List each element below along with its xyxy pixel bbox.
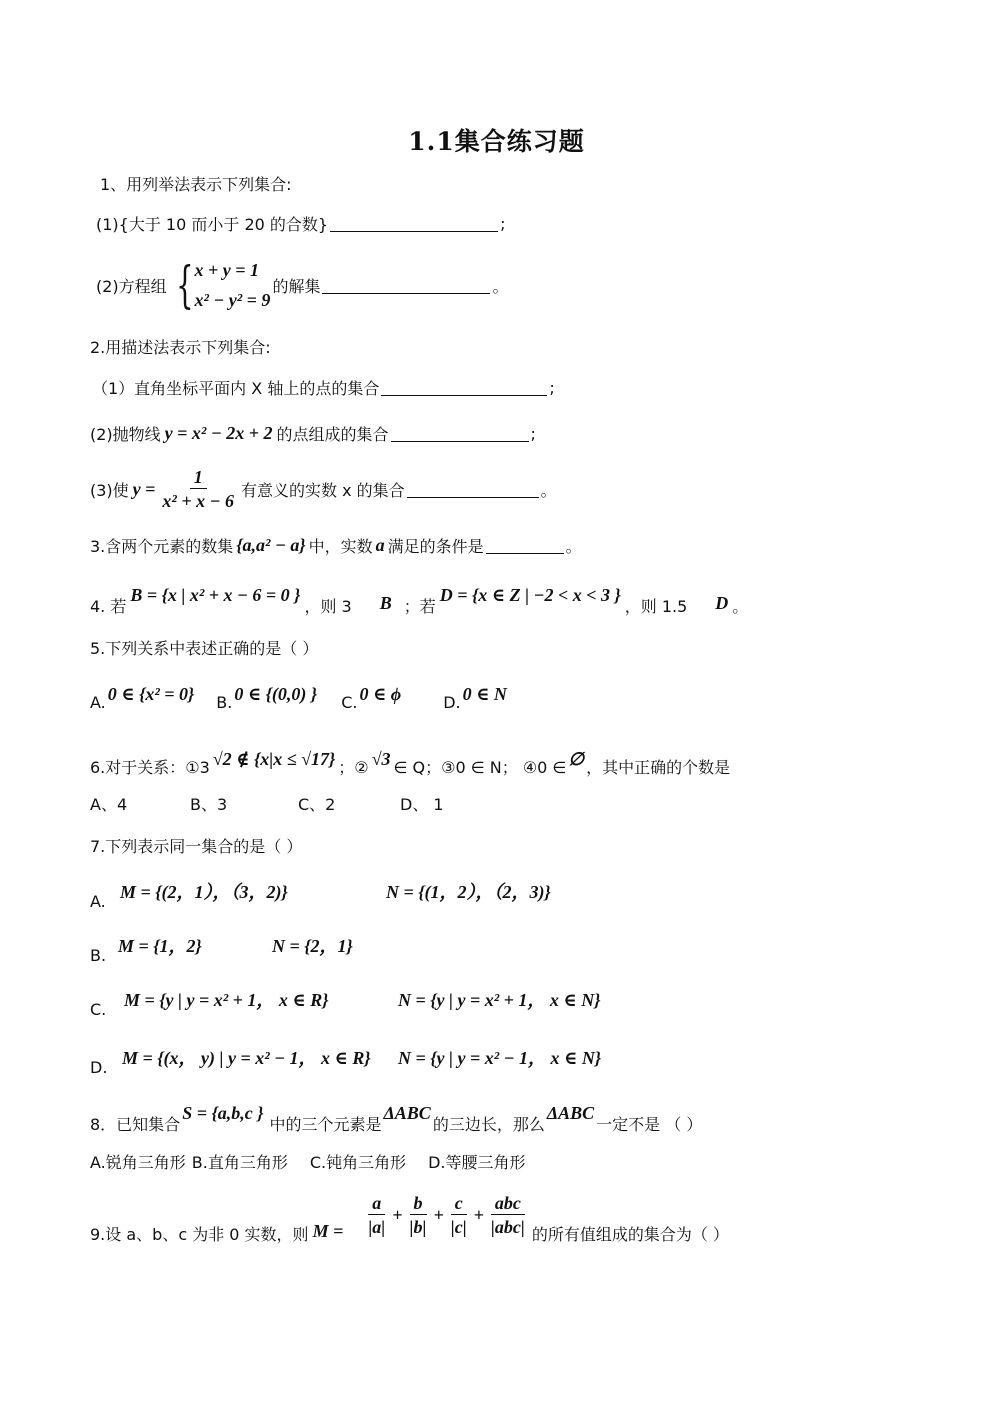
q6-options <box>90 792 444 815</box>
q1-part1 <box>96 212 505 235</box>
q7-d-set-n: N = {y | y = x² − 1， x ∈ N} <box>398 1048 602 1068</box>
q9-prefix: 9.设 a、b、c 为非 0 实数，则 <box>90 1225 309 1244</box>
q6-suffix: ，其中正确的个数是 <box>586 758 731 777</box>
q7-option-d <box>90 1044 602 1077</box>
q8-prefix: 8．已知集合 <box>90 1115 181 1134</box>
fraction-numerator: abc <box>491 1192 525 1215</box>
q5-opt-a-label: A. <box>90 693 106 712</box>
q9-lhs: M = <box>312 1221 344 1241</box>
q8-triangle-2: ΔABC <box>546 1103 595 1123</box>
q7-c-set-n: N = {y | y = x² + 1， x ∈ N} <box>398 990 601 1010</box>
q4-end: 。 <box>732 597 749 616</box>
fraction <box>487 1192 529 1239</box>
fraction <box>158 466 238 513</box>
fraction-denominator: |abc| <box>490 1217 525 1237</box>
fraction-numerator: a <box>368 1192 385 1215</box>
q8-opt-b: B.直角三角形 <box>191 1153 288 1172</box>
q4-var-d: D <box>715 593 729 613</box>
q9-stem <box>90 1192 729 1244</box>
q4-prefix: 4. 若 <box>90 597 127 616</box>
q2-part3 <box>90 466 557 513</box>
q7-option-b <box>90 932 353 965</box>
q4-mid1: ，则 3 <box>304 597 352 616</box>
q3 <box>90 534 582 557</box>
q2-p2-end: ; <box>530 424 536 443</box>
q9-suffix: 的所有值组成的集合为（ ） <box>531 1225 729 1244</box>
fraction-denominator: x² + x − 6 <box>162 491 234 511</box>
q7-b-set-n: N = {2，1} <box>272 936 353 956</box>
q7-d-label: D. <box>90 1057 108 1077</box>
q7-c-set-m: M = {y | y = x² + 1， x ∈ R} <box>124 990 329 1010</box>
fraction-numerator: b <box>410 1192 427 1215</box>
q6-opt-c: C、2 <box>298 795 336 814</box>
q1-p2-suffix: 的解集 <box>272 276 321 296</box>
q5-opt-d: 0 ∈ N <box>462 684 507 704</box>
fraction-denominator: |a| <box>368 1217 386 1237</box>
q7-a-set-n: N = {(1，2），（2，3)} <box>386 882 551 902</box>
q5-stem <box>90 636 318 659</box>
q8-opt-d: D.等腰三角形 <box>428 1153 526 1172</box>
q2-p1-text: （1）直角坐标平面内 X 轴上的点的集合 <box>92 379 380 398</box>
plus-sign: + <box>473 1205 484 1225</box>
equation-system <box>169 255 271 315</box>
answer-blank[interactable] <box>391 425 529 442</box>
q4-var-b: B <box>379 593 392 613</box>
q5-opt-b: 0 ∈ {(0,0) } <box>234 684 318 704</box>
q3-var: a <box>375 535 385 555</box>
q8-mid2: 的三边长，那么 <box>432 1115 545 1134</box>
q5-opt-c: 0 ∈ ϕ <box>359 684 402 704</box>
q2-p3-lhs: y = <box>132 479 156 499</box>
q7-stem <box>90 834 302 857</box>
q4-set-b: B = {x | x² + x − 6 = 0 } <box>130 585 301 605</box>
q6-stem <box>90 748 731 777</box>
q8-mid: 中的三个元素是 <box>269 1115 382 1134</box>
q5-opt-b-label: B. <box>216 693 233 712</box>
q3-suffix: 满足的条件是 <box>387 537 484 556</box>
answer-blank[interactable] <box>322 277 490 294</box>
q4-set-d: D = {x ∈ Z | −2 < x < 3 } <box>439 585 621 605</box>
q6-opt-a: A、4 <box>90 795 128 814</box>
q5-opt-c-label: C. <box>341 693 358 712</box>
q1-p1-text: (1){大于 10 而小于 20 的合数} <box>96 215 329 234</box>
plus-sign: + <box>392 1205 403 1225</box>
answer-blank[interactable] <box>330 215 498 232</box>
q7-d-set-m: M = {(x， y) | y = x² − 1， x ∈ R} <box>122 1048 371 1068</box>
q1-intro <box>100 172 292 195</box>
fraction <box>447 1192 471 1239</box>
fraction <box>364 1192 389 1239</box>
q2-intro <box>90 335 271 358</box>
q6-empty-set: ∅ <box>568 749 585 769</box>
q3-end: 。 <box>565 537 582 556</box>
fraction-numerator: c <box>451 1192 467 1215</box>
q6-formula-1: √2 ∉ {x|x ≤ √17} <box>212 749 336 769</box>
q2-p3-suffix: 有意义的实数 x 的集合 <box>240 481 405 500</box>
q7-b-set-m: M = {1，2} <box>118 936 202 956</box>
left-brace: { <box>175 256 194 314</box>
q3-prefix: 3.含两个元素的数集 <box>90 537 234 556</box>
answer-blank[interactable] <box>486 537 564 554</box>
q6-sep-3: ∈ Q；③0 ∈ N； ④0 ∈ <box>393 758 567 777</box>
q7-c-label: C. <box>90 999 107 1019</box>
equation-1: x + y = 1 <box>194 260 259 280</box>
q5-opt-d-label: D. <box>443 693 461 712</box>
q8-triangle-1: ΔABC <box>383 1103 431 1123</box>
q8-stem <box>90 1102 703 1134</box>
q7-a-label: A. <box>90 891 106 911</box>
q6-formula-2: √3 <box>371 749 391 769</box>
q6-sep-2: ；② <box>338 758 369 777</box>
plus-sign: + <box>433 1205 444 1225</box>
q1-p1-end: ; <box>500 214 506 233</box>
q6-opt-b: B、3 <box>190 795 228 814</box>
q2-p2-prefix: (2)抛物线 <box>90 425 161 444</box>
q2-p3-end: 。 <box>540 481 557 500</box>
q5-options <box>90 684 507 712</box>
q6-opt-d: D、 1 <box>400 795 444 814</box>
q1-intro-text: 1、用列举法表示下列集合: <box>100 175 292 194</box>
equation-2: x² − y² = 9 <box>194 290 271 310</box>
q6-prefix: 6.对于关系：①3 <box>90 758 210 777</box>
q3-mid: 中，实数 <box>308 537 373 556</box>
q1-p2-end: 。 <box>492 276 509 296</box>
q8-opt-a: A.锐角三角形 <box>90 1153 186 1172</box>
fraction-denominator: |c| <box>450 1217 467 1237</box>
q7-a-set-m: M = {(2，1），（3，2)} <box>120 882 288 902</box>
q8-set: S = {a,b,c } <box>182 1103 264 1123</box>
q2-part1 <box>92 376 555 399</box>
parabola-formula: y = x² − 2x + 2 <box>164 423 273 443</box>
q8-opt-c: C.钝角三角形 <box>309 1153 407 1172</box>
q3-set: {a,a² − a} <box>236 535 306 555</box>
q2-p3-prefix: (3)使 <box>90 481 129 500</box>
q7-b-label: B. <box>90 945 107 965</box>
fraction <box>406 1192 431 1239</box>
q2-p1-end: ; <box>549 378 555 397</box>
q7-option-a <box>90 878 551 911</box>
answer-blank[interactable] <box>381 379 547 396</box>
answer-blank[interactable] <box>407 481 539 498</box>
q1-part2 <box>96 255 508 315</box>
fraction-numerator: 1 <box>190 466 207 489</box>
q5-opt-a: 0 ∈ {x² = 0} <box>107 684 195 704</box>
q7-stem-text: 7.下列表示同一集合的是（ ） <box>90 837 303 856</box>
q1-p2-prefix: (2)方程组 <box>96 276 167 296</box>
q4-mid3: ，则 1.5 <box>624 597 688 616</box>
q2-intro-text: 2.用描述法表示下列集合: <box>90 338 271 357</box>
fraction-denominator: |b| <box>409 1217 427 1237</box>
page-title: 1.1集合练习题 <box>408 127 585 156</box>
q2-part2 <box>90 422 536 445</box>
q8-options <box>90 1150 526 1173</box>
q5-stem-text: 5.下列关系中表述正确的是（ ） <box>90 639 319 658</box>
q4 <box>90 584 749 616</box>
q2-p2-suffix: 的点组成的集合 <box>276 425 389 444</box>
q4-mid2: ；若 <box>403 597 436 616</box>
q8-suffix: 一定不是 （ ） <box>596 1115 703 1134</box>
q7-option-c <box>90 986 601 1019</box>
